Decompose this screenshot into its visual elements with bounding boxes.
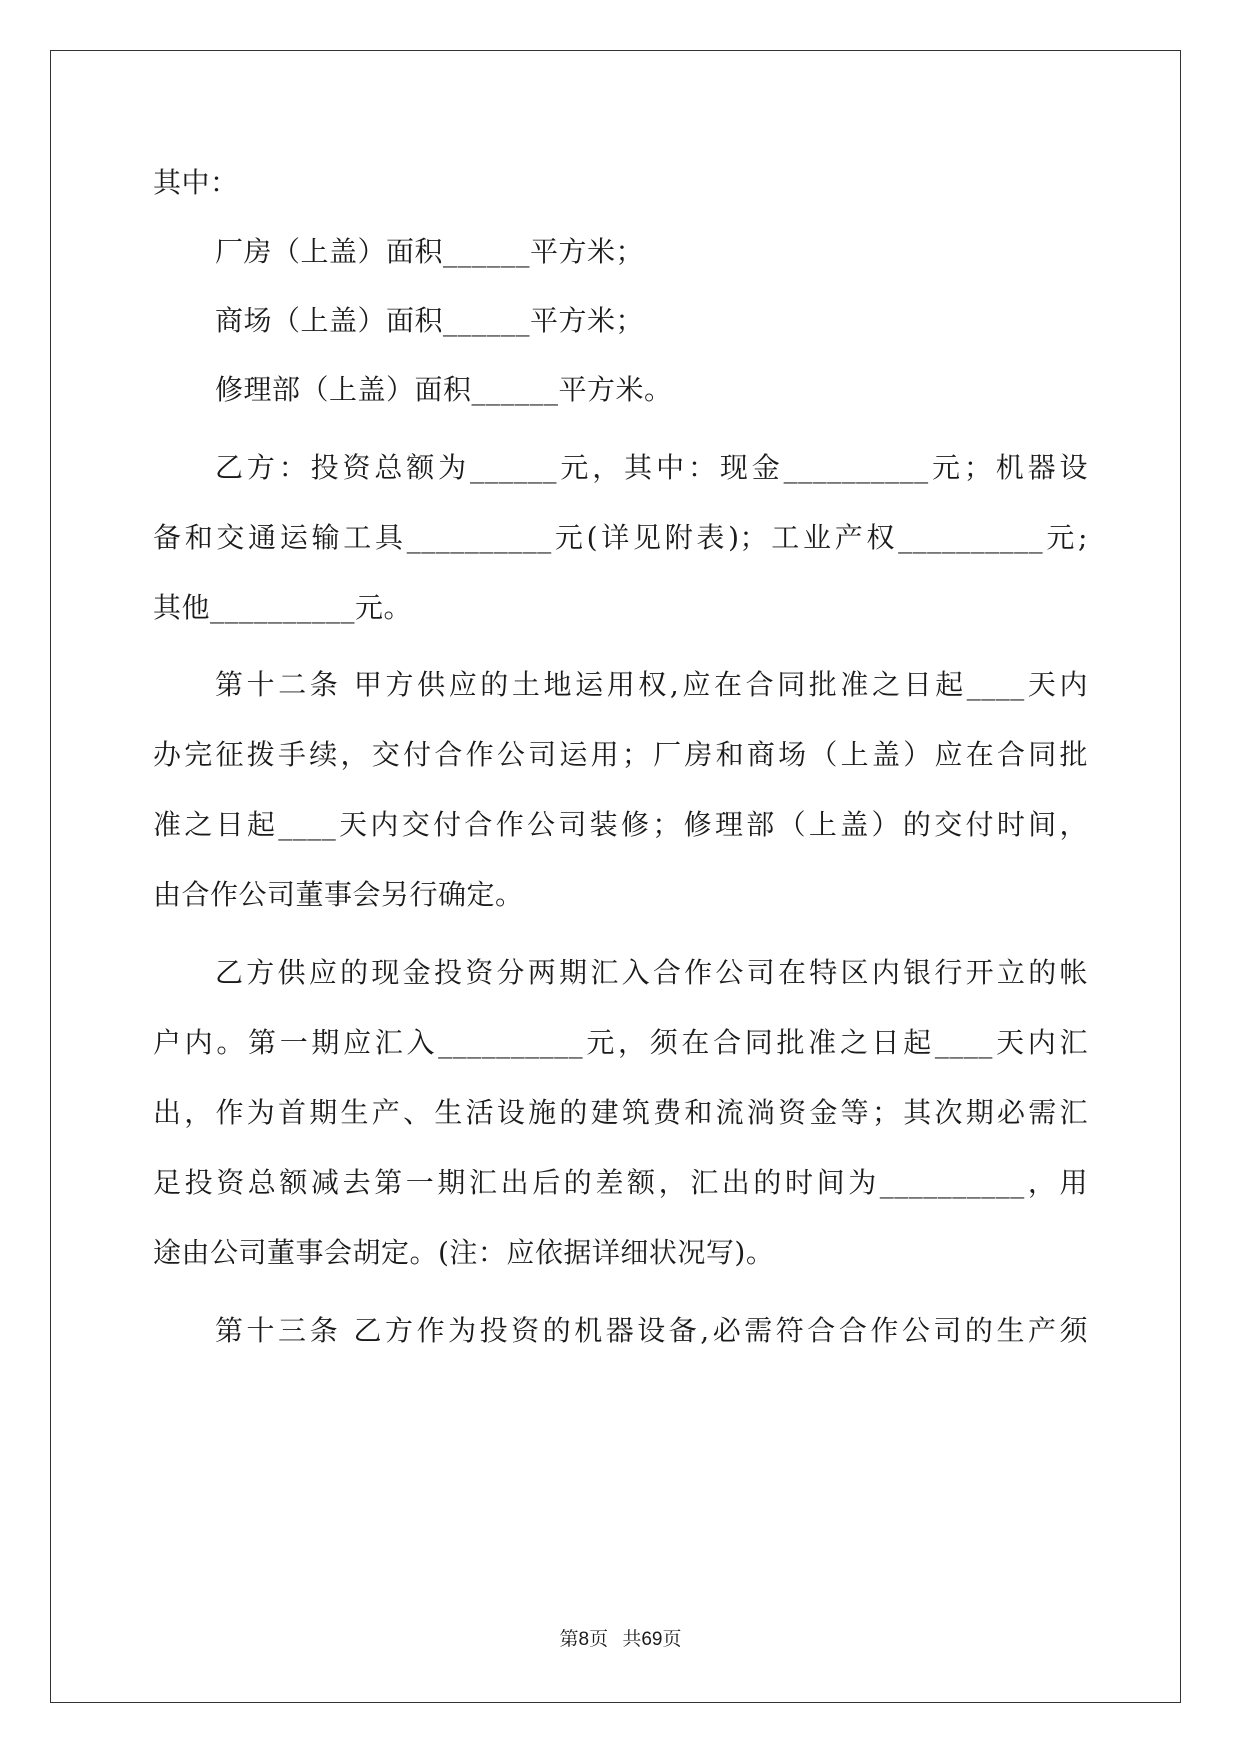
text-line: 足投资总额减去第一期汇出后的差额，汇出的时间为__________，用 <box>153 1166 1088 1199</box>
text-line: 商场（上盖）面积______平方米； <box>215 304 645 337</box>
page-number: 8 <box>578 1629 590 1650</box>
text-line: 乙方供应的现金投资分两期汇入合作公司在特区内银行开立的帐 <box>215 956 1088 989</box>
text-line: 由合作公司董事会另行确定。 <box>153 878 524 911</box>
text-line: 厂房（上盖）面积______平方米； <box>215 235 645 268</box>
text-line: 第十二条 甲方供应的土地运用权,应在合同批准之日起____天内 <box>215 668 1088 701</box>
text-line: 途由公司董事会胡定。(注：应依据详细状况写)。 <box>153 1236 775 1269</box>
total-prefix: 共 <box>622 1629 642 1650</box>
text-line: 修理部（上盖）面积______平方米。 <box>215 373 673 406</box>
text-line: 准之日起____天内交付合作公司装修；修理部（上盖）的交付时间， <box>153 808 1088 841</box>
text-line: 其他__________元。 <box>153 591 413 624</box>
text-line: 出，作为首期生产、生活设施的建筑费和流淌资金等；其次期必需汇 <box>153 1096 1088 1129</box>
page-footer <box>0 1628 1241 1652</box>
total-pages: 69 <box>641 1629 663 1650</box>
page-suffix: 页 <box>589 1629 609 1650</box>
total-suffix: 页 <box>662 1629 682 1650</box>
text-line: 备和交通运输工具__________元(详见附表)；工业产权__________元; <box>153 521 1088 554</box>
text-line: 第十三条 乙方作为投资的机器设备,必需符合合作公司的生产须 <box>215 1314 1088 1347</box>
text-line: 乙方：投资总额为______元，其中：现金__________元；机器设 <box>215 451 1088 484</box>
page-prefix: 第 <box>559 1629 579 1650</box>
text-line: 办完征拨手续，交付合作公司运用；厂房和商场（上盖）应在合同批 <box>153 738 1088 771</box>
text-line: 其中： <box>153 166 239 199</box>
text-line: 户内。第一期应汇入__________元，须在合同批准之日起____天内汇 <box>153 1026 1088 1059</box>
